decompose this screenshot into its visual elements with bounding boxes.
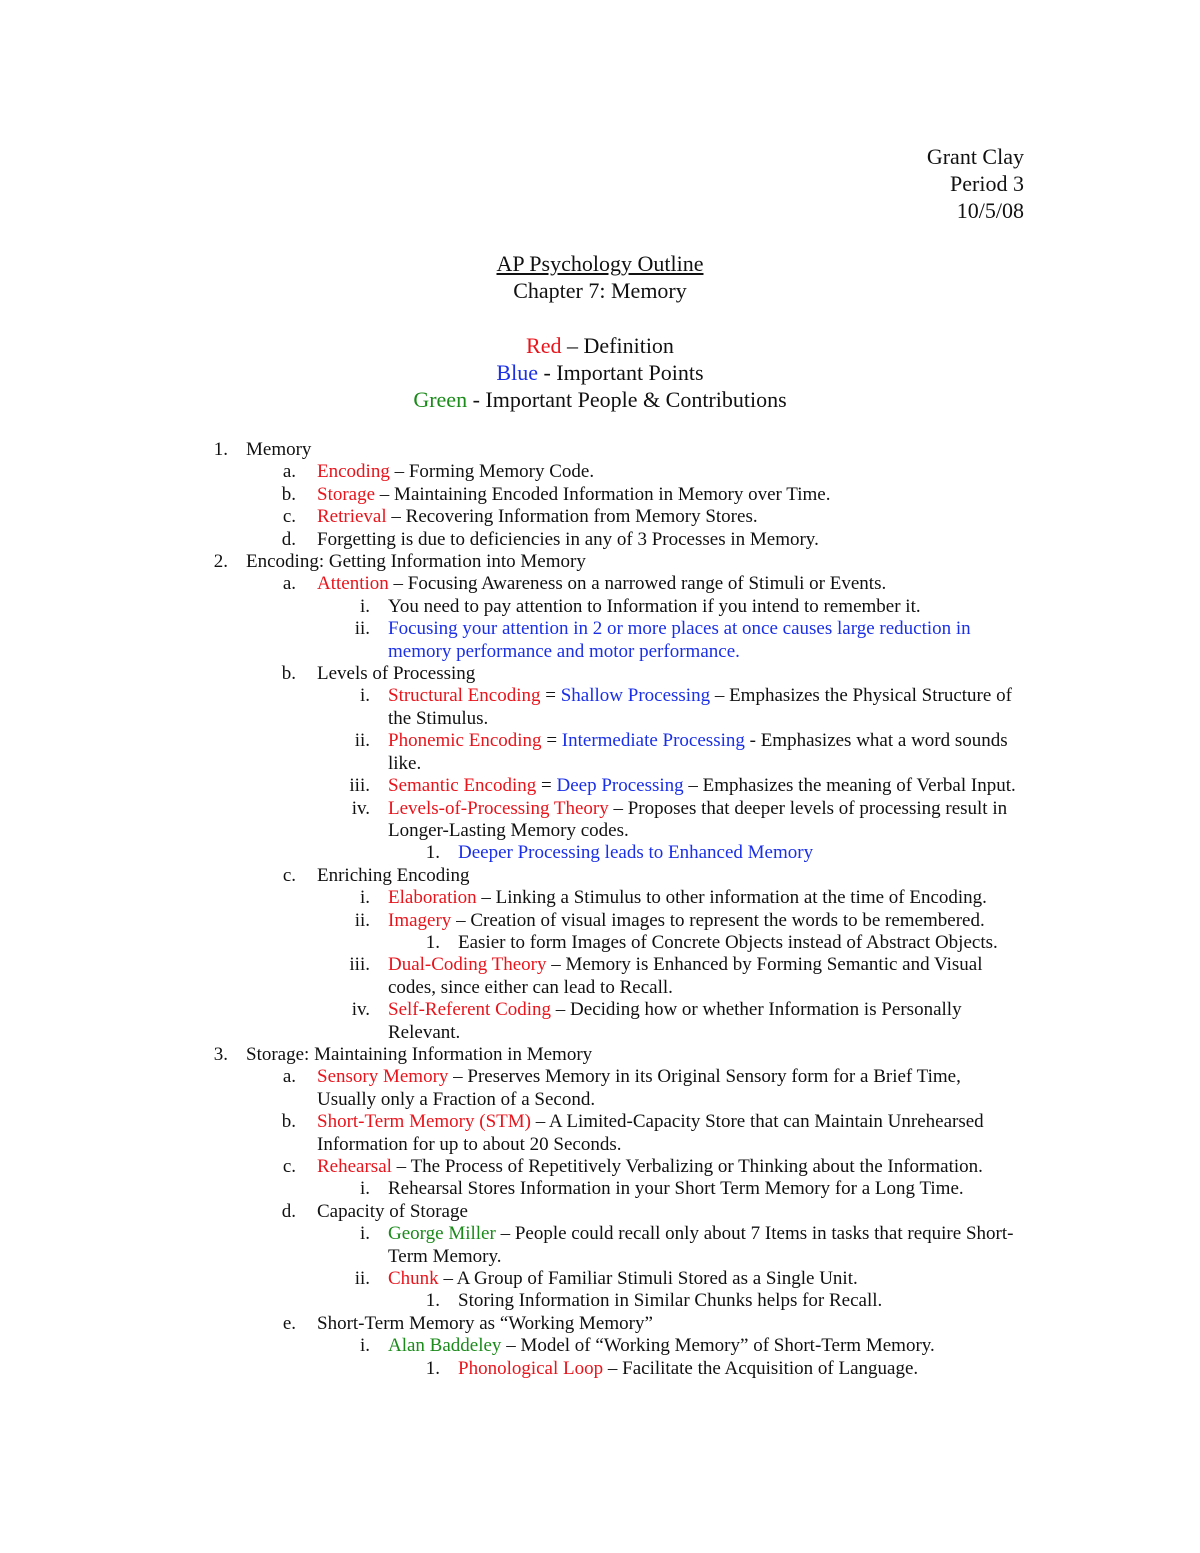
definition-term: Rehearsal: [317, 1156, 392, 1177]
outline-item-level-2: [0, 1201, 1200, 1223]
legend-key: Green: [413, 387, 468, 412]
outline-segment: – Linking a Stimulus to other information at the time of Encoding.: [476, 887, 987, 909]
legend-item-blue: Blue - Important Points: [496, 360, 704, 385]
outline-marker: 1.: [213, 439, 228, 460]
class-period: Period 3: [950, 171, 1024, 196]
outline-item-level-3: [0, 596, 1200, 618]
outline-text: [388, 954, 1018, 999]
definition-term: Imagery: [388, 909, 452, 931]
outline-marker: d.: [281, 528, 296, 550]
outline-item-level-2: [0, 1156, 1200, 1178]
outline-item-level-2: [0, 461, 1200, 483]
definition-term: Structural Encoding: [388, 685, 541, 707]
definition-term: Attention: [317, 573, 389, 595]
outline-item-level-3: [0, 730, 1200, 775]
outline-segment: – Recovering Information from Memory Stores.: [386, 506, 758, 528]
outline-text: [246, 1044, 1200, 1066]
outline-marker: 1.: [425, 931, 440, 953]
outline-marker: iv.: [351, 999, 370, 1021]
legend-desc: Definition: [583, 333, 674, 358]
outline-item-level-2: [0, 1313, 1200, 1335]
outline-segment: – People could recall only about 7 Items in tasks that require Short-Term Memory.: [388, 1223, 1014, 1267]
definition-term: Elaboration: [388, 887, 477, 909]
outline-segment: You need to pay attention to Information if you intend to remember it.: [388, 595, 921, 617]
outline-segment: – The Process of Repetitively Verbalizing or Thinking about the Information.: [391, 1156, 983, 1177]
outline-text: [388, 910, 1018, 932]
outline-item-level-2: [0, 506, 1200, 528]
outline-item-level-4: [0, 1290, 1200, 1312]
outline-text: [317, 865, 1017, 887]
outline-segment: Capacity of Storage: [317, 1200, 468, 1222]
outline-item-level-3: [0, 910, 1200, 932]
outline-segment: – Preserves Memory in its Original Sensory form for a Brief Time, Usually only a Fraction of a Second.: [317, 1066, 961, 1110]
outline-marker: c.: [282, 506, 296, 528]
outline-text: [317, 529, 1017, 551]
outline-marker: ii.: [354, 1268, 370, 1290]
outline-segment: – Creation of visual images to represent the words to be remembered.: [451, 909, 985, 931]
document-date: 10/5/08: [956, 198, 1024, 223]
outline-marker: 1.: [425, 1290, 440, 1312]
outline-marker: a.: [282, 573, 296, 595]
outline-item-level-1: [0, 1044, 1200, 1066]
outline-text: [317, 1156, 1017, 1178]
definition-term: Sensory Memory: [317, 1066, 449, 1088]
outline-text: [246, 439, 1200, 461]
outline-item-level-2: [0, 663, 1200, 685]
outline-segment: =: [540, 685, 561, 707]
outline-marker: i.: [359, 685, 370, 707]
outline-text: [458, 1290, 1028, 1312]
outline-text: [388, 775, 1018, 797]
outline-marker: i.: [359, 1335, 370, 1357]
legend-key: Blue: [496, 360, 538, 385]
outline-item-level-2: [0, 1066, 1200, 1111]
outline-marker: i.: [359, 595, 370, 617]
definition-term: Phonemic Encoding: [388, 730, 542, 752]
outline-item-level-2: [0, 865, 1200, 887]
outline-text: [317, 1201, 1017, 1223]
outline-item-level-4: [0, 1358, 1200, 1380]
outline-marker: iv.: [351, 797, 370, 819]
outline-marker: ii.: [354, 730, 370, 752]
outline-segment: – Emphasizes the Physical Structure of the Stimulus.: [388, 685, 1012, 729]
outline-segment: – A Limited-Capacity Store that can Maintain Unrehearsed Information for up to about 20 Seconds.: [317, 1111, 984, 1155]
important-person: Alan Baddeley: [388, 1335, 502, 1357]
outline-item-level-2: [0, 1111, 1200, 1156]
outline-marker: i.: [359, 1223, 370, 1245]
outline-segment: – Proposes that deeper levels of processing result in Longer-Lasting Memory codes.: [388, 797, 1008, 841]
outline-item-level-3: [0, 999, 1200, 1044]
legend-desc: Important People & Contributions: [485, 387, 787, 412]
definition-term: Self-Referent Coding: [388, 999, 552, 1021]
important-person: George Miller: [388, 1223, 496, 1245]
outline-segment: Encoding: Getting Information into Memory: [246, 551, 586, 573]
legend-item-green: Green - Important People & Contributions: [413, 387, 787, 412]
outline-item-level-2: [0, 529, 1200, 551]
outline-segment: – Memory is Enhanced by Forming Semantic and Visual codes, since either can lead to Recall.: [388, 954, 983, 998]
outline-marker: iii.: [349, 775, 370, 797]
outline-segment: Enriching Encoding: [317, 864, 470, 886]
definition-term: Short-Term Memory (STM): [317, 1111, 531, 1133]
document-subtitle: Chapter 7: Memory: [513, 278, 687, 303]
definition-term: Storage: [317, 483, 376, 505]
author-name: Grant Clay: [926, 144, 1024, 169]
outline-segment: Short-Term Memory as “Working Memory”: [317, 1312, 653, 1334]
outline-marker: iii.: [349, 954, 370, 976]
outline-item-level-2: [0, 484, 1200, 506]
outline-text: [317, 1111, 1017, 1156]
outline-marker: c.: [282, 864, 296, 886]
outline-segment: – Focusing Awareness on a narrowed range of Stimuli or Events.: [388, 573, 887, 595]
outline-segment: – Maintaining Encoded Information in Memory over Time.: [375, 483, 831, 505]
outline-segment: – Emphasizes the meaning of Verbal Input.: [683, 775, 1016, 797]
outline-text: [246, 551, 1200, 573]
outline-segment: – Model of “Working Memory” of Short-Term Memory.: [501, 1335, 935, 1357]
definition-term: Semantic Encoding: [388, 775, 537, 797]
outline-item-level-3: [0, 775, 1200, 797]
outline-marker: b.: [281, 1111, 296, 1133]
important-point: Focusing your attention in 2 or more places at once causes large reduction in memory performance and motor performance.: [388, 618, 971, 662]
title-block: [0, 250, 1200, 304]
outline-marker: 1.: [425, 842, 440, 864]
important-point: Intermediate Processing: [561, 730, 745, 752]
outline-text: [458, 1358, 1028, 1380]
outline-text: [388, 887, 1018, 909]
outline-marker: i.: [359, 1178, 370, 1200]
outline-marker: ii.: [354, 909, 370, 931]
outline-segment: Memory: [246, 439, 312, 460]
legend-desc: Important Points: [556, 360, 704, 385]
outline-segment: =: [536, 775, 557, 797]
outline-text: [388, 798, 1018, 843]
outline-segment: =: [541, 730, 562, 752]
definition-term: Levels-of-Processing Theory: [388, 797, 609, 819]
outline-marker: 3.: [213, 1043, 228, 1065]
outline-item-level-1: [0, 551, 1200, 573]
outline-item-level-3: [0, 1335, 1200, 1357]
outline-segment: Storing Information in Similar Chunks helps for Recall.: [458, 1290, 883, 1312]
outline-item-level-3: [0, 618, 1200, 663]
outline-text: [317, 663, 1017, 685]
definition-term: Encoding: [317, 461, 390, 483]
outline-text: [317, 573, 1017, 595]
outline-marker: 1.: [425, 1357, 440, 1379]
outline-marker: e.: [282, 1312, 296, 1334]
outline-segment: – Facilitate the Acquisition of Language.: [603, 1357, 919, 1379]
outline-segment: – Forming Memory Code.: [389, 461, 595, 483]
outline-text: [458, 842, 1028, 864]
outline-text: [388, 730, 1018, 775]
outline-item-level-3: [0, 1268, 1200, 1290]
legend-key: Red: [526, 333, 562, 358]
outline-segment: Easier to form Images of Concrete Objects instead of Abstract Objects.: [458, 931, 998, 953]
outline-segment: - Emphasizes what a word sounds like.: [388, 730, 1008, 774]
outline-marker: d.: [281, 1200, 296, 1222]
outline-marker: ii.: [354, 618, 370, 640]
document-title: AP Psychology Outline: [496, 251, 704, 276]
outline-segment: Forgetting is due to deficiencies in any of 3 Processes in Memory.: [317, 528, 819, 550]
outline-item-level-3: [0, 954, 1200, 999]
outline-text: [388, 596, 1018, 618]
definition-term: Retrieval: [317, 506, 387, 528]
author-header: [927, 143, 1024, 224]
outline-marker: c.: [282, 1156, 296, 1177]
definition-term: Phonological Loop: [458, 1357, 604, 1379]
outline-segment: – A Group of Familiar Stimuli Stored as a Single Unit.: [438, 1268, 858, 1290]
outline-marker: b.: [281, 663, 296, 685]
outline-marker: a.: [282, 461, 296, 483]
definition-term: Dual-Coding Theory: [388, 954, 547, 976]
outline-segment: Storage: Maintaining Information in Memory: [246, 1043, 593, 1065]
outline-marker: b.: [281, 483, 296, 505]
definition-term: Chunk: [388, 1268, 439, 1290]
outline-item-level-3: [0, 1223, 1200, 1268]
outline-item-level-1: [0, 439, 1200, 461]
legend-item-red: Red – Definition: [526, 333, 674, 358]
outline-text: [317, 484, 1017, 506]
outline-text: [388, 1335, 1018, 1357]
outline-text: [317, 1066, 1017, 1111]
outline-item-level-3: [0, 798, 1200, 843]
outline-text: [388, 618, 1018, 663]
outline-text: [388, 685, 1018, 730]
outline-segment: Rehearsal Stores Information in your Short Term Memory for a Long Time.: [388, 1178, 964, 1200]
outline-text: [317, 461, 1017, 483]
color-legend: [0, 332, 1200, 413]
outline-marker: i.: [359, 887, 370, 909]
outline-segment: – Deciding how or whether Information is Personally Relevant.: [388, 999, 962, 1043]
outline-item-level-4: [0, 842, 1200, 864]
important-point: Deep Processing: [556, 775, 684, 797]
outline-item-level-3: [0, 1178, 1200, 1200]
outline-text: [317, 506, 1017, 528]
outline-text: [388, 1223, 1018, 1268]
outline-item-level-2: [0, 573, 1200, 595]
outline-item-level-3: [0, 887, 1200, 909]
outline-marker: a.: [282, 1066, 296, 1088]
outline-text: [388, 999, 1018, 1044]
outline-item-level-4: [0, 932, 1200, 954]
outline-text: [458, 932, 1028, 954]
important-point: Shallow Processing: [560, 685, 711, 707]
outline-list: [0, 439, 1200, 1380]
important-point: Deeper Processing leads to Enhanced Memory: [458, 842, 814, 864]
outline-marker: 2.: [213, 551, 228, 573]
outline-text: [317, 1313, 1017, 1335]
outline-segment: Levels of Processing: [317, 663, 476, 685]
outline-text: [388, 1268, 1018, 1290]
outline-text: [388, 1178, 1018, 1200]
outline-item-level-3: [0, 685, 1200, 730]
